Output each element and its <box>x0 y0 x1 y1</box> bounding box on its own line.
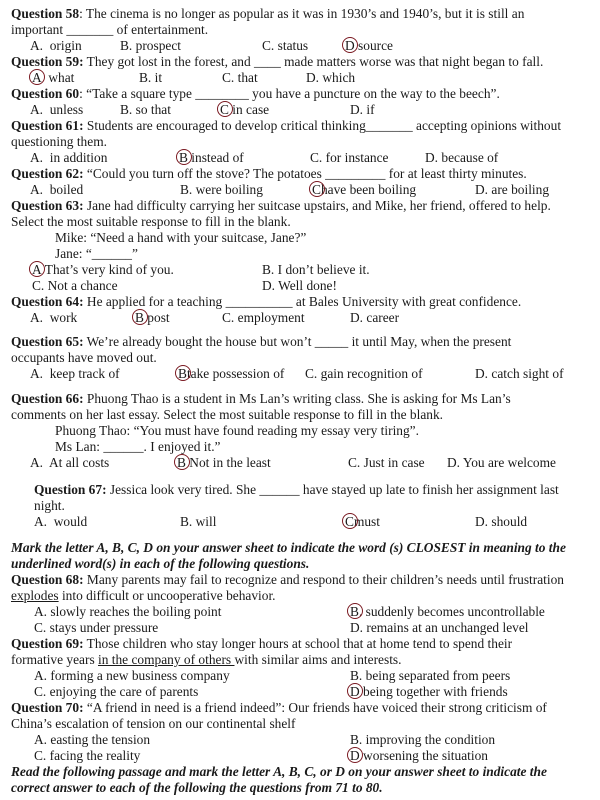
option-letter: D. <box>306 70 320 85</box>
option-letter: C. <box>310 150 323 165</box>
option-d-selected[interactable] <box>350 684 508 700</box>
option-letter: A. <box>30 455 44 470</box>
option-c[interactable] <box>262 38 308 54</box>
option-a[interactable] <box>30 38 82 54</box>
question-label: Question 63: <box>11 198 84 213</box>
option-a[interactable] <box>34 604 221 620</box>
dialog-line: Phuong Thao: “You must have found reading my essay very tiring”. <box>55 423 419 438</box>
option-text: unless <box>49 102 84 117</box>
answer-circle-icon: A <box>32 262 42 277</box>
option-c[interactable] <box>222 310 305 326</box>
question-66-stem <box>11 391 511 407</box>
option-text: catch sight of <box>491 366 564 381</box>
option-text: keep track of <box>49 366 120 381</box>
question-69-stem <box>11 636 512 652</box>
question-text: formative years <box>11 652 98 667</box>
question-67-stem-line2: night. <box>34 498 65 513</box>
answer-circle-icon: C <box>220 102 229 117</box>
option-letter: C. <box>262 38 275 53</box>
option-text: employment <box>237 310 305 325</box>
question-text: He applied for a teaching __________ at Bales University with great confidence. <box>86 294 522 309</box>
dialog-line: Ms Lan: ______. I enjoyed it.” <box>55 439 221 454</box>
question-label: Question 69: <box>11 636 84 651</box>
option-letter: D. <box>350 102 364 117</box>
option-text: boiled <box>49 182 84 197</box>
option-text: take possession of <box>186 366 285 381</box>
answer-circle-icon: B <box>178 366 187 381</box>
option-letter: A. <box>30 366 44 381</box>
question-label: Question 67: <box>34 482 107 497</box>
answer-circle-icon: D <box>350 748 360 763</box>
question-label: Question 70: <box>11 700 84 715</box>
option-letter: D. <box>475 182 489 197</box>
option-c[interactable] <box>222 70 258 86</box>
option-text: were boiling <box>195 182 263 197</box>
option-text: prospect <box>135 38 182 53</box>
option-b-selected[interactable] <box>177 455 271 471</box>
option-text: must <box>353 514 380 529</box>
option-text: for instance <box>325 150 389 165</box>
underlined-word: explodes <box>11 588 59 603</box>
passage-instruction-line2: correct answer to each of the following the questions from 71 to 80. <box>11 780 383 795</box>
option-d[interactable] <box>475 514 527 530</box>
option-letter: C. <box>222 70 235 85</box>
option-letter: A. <box>30 102 44 117</box>
option-text: what <box>48 70 75 85</box>
option-letter: D. <box>262 278 276 293</box>
dialog-line: Jane: “______” <box>55 246 138 261</box>
option-a[interactable] <box>34 668 230 684</box>
option-c-selected[interactable] <box>220 102 269 118</box>
option-c-selected[interactable] <box>345 514 380 530</box>
question-61-stem <box>11 118 561 134</box>
question-text: “Take a square type ________ you have a puncture on the way to the beech”. <box>86 86 500 101</box>
option-a[interactable] <box>30 182 83 198</box>
option-d[interactable] <box>306 70 355 86</box>
option-a[interactable] <box>30 455 109 471</box>
option-text: it <box>154 70 163 85</box>
question-61-stem-line2: questioning them. <box>11 134 107 149</box>
answer-circle-icon: B <box>177 455 186 470</box>
section-instruction: Mark the letter A, B, C, D on your answer sheet to indicate the word (s) CLOSEST in meaning to the <box>11 540 566 555</box>
question-66-stem-line2: comments on her last essay. Select the most suitable response to fill in the blank. <box>11 407 444 422</box>
option-text: will <box>195 514 217 529</box>
question-65-stem-line2: occupants have moved out. <box>11 350 157 365</box>
option-d-selected[interactable] <box>345 38 393 54</box>
option-b[interactable] <box>120 102 171 118</box>
option-c[interactable] <box>34 620 158 636</box>
option-text: facing the reality <box>49 748 141 763</box>
option-text: Not a chance <box>47 278 118 293</box>
question-70-stem-line2: China’s escalation of tension on our continental shelf <box>11 716 296 731</box>
option-text: improving the condition <box>365 732 496 747</box>
question-text: They got lost in the forest, and ____ made matters worse was that night began to fall. <box>86 54 544 69</box>
question-label: Question 58 <box>11 6 80 21</box>
option-text: I don’t believe it. <box>277 262 370 277</box>
option-a[interactable] <box>34 514 87 530</box>
option-b-selected[interactable] <box>350 604 545 620</box>
question-67-stem <box>34 482 559 498</box>
option-text: Not in the least <box>189 455 271 470</box>
question-65-stem <box>11 334 511 350</box>
question-64-stem <box>11 294 521 310</box>
option-text: being separated from peers <box>365 668 511 683</box>
option-text: remains at an unchanged level <box>366 620 529 635</box>
dialog-line: Mike: “Need a hand with your suitcase, Jane?” <box>55 230 307 245</box>
option-letter: C. <box>222 310 235 325</box>
question-label: Question 64: <box>11 294 84 309</box>
option-letter: D. <box>425 150 439 165</box>
option-letter: D. <box>350 620 364 635</box>
answer-circle-icon: C <box>345 514 354 529</box>
option-a[interactable] <box>30 150 107 166</box>
option-letter: C. <box>34 684 47 699</box>
option-letter: A. <box>34 604 48 619</box>
option-text: career <box>366 310 400 325</box>
question-text: The cinema is no longer as popular as it was in 1930’s and 1940’s, but it is still an <box>85 6 525 21</box>
option-text: being together with friends <box>363 684 508 699</box>
option-text: forming a new business company <box>50 668 230 683</box>
answer-circle-icon: B <box>179 150 188 165</box>
option-d[interactable] <box>350 620 529 636</box>
option-text: That’s very kind of you. <box>44 262 174 277</box>
option-text: if <box>366 102 375 117</box>
question-label: Question 60 <box>11 86 80 101</box>
question-label: Question 59: <box>11 54 84 69</box>
option-text: are boiling <box>491 182 550 197</box>
option-text: work <box>49 310 78 325</box>
option-c[interactable] <box>310 150 388 166</box>
option-text: so that <box>135 102 171 117</box>
option-a[interactable] <box>30 310 77 326</box>
question-label: Question 66: <box>11 391 84 406</box>
question-60-stem <box>11 86 500 102</box>
question-63-stem-line2: Select the most suitable response to fill in the blank. <box>11 214 291 229</box>
option-text: because of <box>441 150 499 165</box>
answer-circle-icon: B <box>350 604 359 619</box>
option-b[interactable] <box>350 668 510 684</box>
option-d[interactable] <box>262 278 337 294</box>
option-c[interactable] <box>34 748 140 764</box>
option-letter: B. <box>180 514 193 529</box>
sep: : <box>79 6 86 21</box>
question-label: Question 62: <box>11 166 84 181</box>
question-59-stem <box>11 54 543 70</box>
option-letter: C. <box>34 748 47 763</box>
option-letter: B. <box>120 102 133 117</box>
option-b[interactable] <box>120 38 181 54</box>
option-letter: A. <box>30 150 44 165</box>
option-letter: B. <box>139 70 152 85</box>
option-text: source <box>358 38 393 53</box>
question-label: Question 65: <box>11 334 84 349</box>
answer-circle-icon: A <box>32 70 42 85</box>
option-text: Just in case <box>363 455 425 470</box>
option-text: in case <box>232 102 270 117</box>
option-b[interactable] <box>139 70 162 86</box>
option-letter: B. <box>120 38 133 53</box>
question-text: Phuong Thao is a student in Ms Lan’s writing class. She is asking for Ms Lan’s <box>86 391 511 406</box>
option-letter: C. <box>305 366 318 381</box>
option-a[interactable] <box>30 366 120 382</box>
option-d[interactable] <box>350 102 375 118</box>
option-b-selected[interactable] <box>179 150 244 166</box>
option-text: which <box>322 70 356 85</box>
question-text: Those children who stay longer hours at school that at home tend to spend their <box>86 636 513 651</box>
option-a[interactable] <box>30 102 83 118</box>
option-text: easting the tension <box>50 732 151 747</box>
option-text: should <box>491 514 528 529</box>
option-c[interactable] <box>348 455 425 471</box>
option-b-selected[interactable] <box>135 310 170 326</box>
option-d[interactable] <box>425 150 498 166</box>
question-text: We’re already bought the house but won’t _____ it until May, when the present <box>86 334 512 349</box>
passage-instruction: Read the following passage and mark the letter A, B, C, or D on your answer sheet to indicate the <box>11 764 547 779</box>
option-letter: A. <box>30 310 44 325</box>
option-b[interactable] <box>180 514 216 530</box>
option-text: slowly reaches the boiling point <box>50 604 222 619</box>
option-c[interactable] <box>34 684 198 700</box>
answer-circle-icon: D <box>350 684 360 699</box>
question-58-stem <box>11 6 524 22</box>
option-letter: C. <box>32 278 45 293</box>
question-text: “A friend in need is a friend indeed”: Our friends have voiced their strong criticism of <box>86 700 547 715</box>
option-b[interactable] <box>180 182 263 198</box>
question-label: Question 61: <box>11 118 84 133</box>
option-text: worsening the situation <box>363 748 488 763</box>
option-letter: B. <box>350 732 363 747</box>
option-letter: C. <box>348 455 361 470</box>
question-62-stem <box>11 166 527 182</box>
question-text: with similar aims and interests. <box>234 652 402 667</box>
question-68-stem-line2 <box>11 588 276 604</box>
option-text: that <box>237 70 258 85</box>
option-d[interactable] <box>475 366 564 382</box>
question-70-stem <box>11 700 547 716</box>
option-c[interactable] <box>32 278 118 294</box>
option-letter: D. <box>475 514 489 529</box>
question-text: “Could you turn off the stove? The potatoes _________ for at least thirty minutes. <box>86 166 527 181</box>
question-text: Jessica look very tired. She ______ have stayed up late to finish her assignment last <box>109 482 559 497</box>
option-a-selected[interactable] <box>32 70 74 86</box>
option-letter: D. <box>350 310 364 325</box>
option-letter: B. <box>350 668 363 683</box>
question-label: Question 68: <box>11 572 84 587</box>
option-b[interactable] <box>262 262 370 278</box>
option-c[interactable] <box>305 366 423 382</box>
question-text: Jane had difficulty carrying her suitcase upstairs, and Mike, her friend, offered to help. <box>86 198 551 213</box>
option-text: At all costs <box>49 455 110 470</box>
question-68-stem <box>11 572 564 588</box>
sep: : <box>79 86 87 101</box>
question-63-stem <box>11 198 551 214</box>
option-letter: D. <box>475 366 489 381</box>
question-69-stem-line2 <box>11 652 401 668</box>
option-letter: C. <box>34 620 47 635</box>
option-text: gain recognition of <box>320 366 423 381</box>
option-a-selected[interactable] <box>32 262 174 278</box>
question-58-stem-line2: important _______ of entertainment. <box>11 22 209 37</box>
option-letter: A. <box>30 182 44 197</box>
option-d-selected[interactable] <box>350 748 488 764</box>
option-text: would <box>53 514 88 529</box>
option-text: enjoying the care of parents <box>49 684 199 699</box>
option-text: have been boiling <box>320 182 417 197</box>
option-text: post <box>147 310 170 325</box>
option-text: status <box>277 38 309 53</box>
option-text: . suddenly becomes uncontrollable <box>358 604 545 619</box>
answer-circle-icon: D <box>345 38 355 53</box>
option-letter: A. <box>34 514 48 529</box>
option-d[interactable] <box>350 310 399 326</box>
option-d[interactable] <box>447 455 556 471</box>
option-letter: A. <box>34 732 48 747</box>
question-text: into difficult or uncooperative behavior. <box>58 588 276 603</box>
option-b-selected[interactable] <box>178 366 284 382</box>
option-text: Well done! <box>278 278 337 293</box>
option-text: origin <box>49 38 82 53</box>
question-text: Many parents may fail to recognize and respond to their children’s needs until frustration <box>86 572 564 587</box>
option-text: instead of <box>191 150 244 165</box>
option-letter: D. <box>447 455 461 470</box>
option-letter: B. <box>180 182 193 197</box>
answer-circle-icon: C <box>312 182 321 197</box>
section-instruction-line2: underlined word(s) in each of the following questions. <box>11 556 310 571</box>
question-text: Students are encouraged to develop critical thinking_______ accepting opinions without <box>86 118 562 133</box>
option-text: in addition <box>49 150 108 165</box>
option-letter: A. <box>34 668 48 683</box>
option-a[interactable] <box>34 732 150 748</box>
underlined-phrase: in the company of others <box>98 652 235 667</box>
option-text: You are welcome <box>462 455 556 470</box>
option-text: stays under pressure <box>49 620 159 635</box>
answer-circle-icon: B <box>135 310 144 325</box>
option-b[interactable] <box>350 732 495 748</box>
option-letter: B. <box>262 262 275 277</box>
option-letter: A. <box>30 38 44 53</box>
option-c-selected[interactable] <box>312 182 416 198</box>
option-d[interactable] <box>475 182 549 198</box>
